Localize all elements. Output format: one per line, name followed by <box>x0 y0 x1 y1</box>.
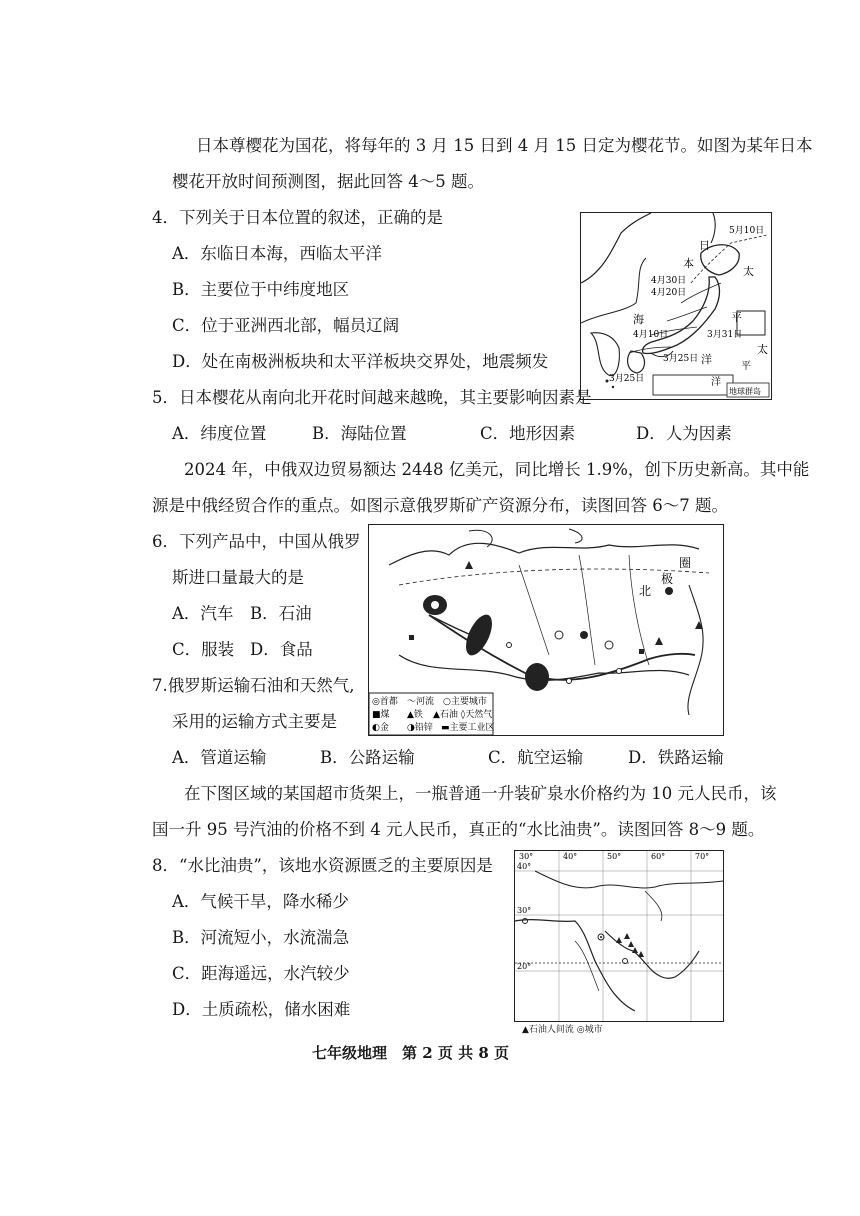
label-mar25: 3月25日 <box>663 354 699 364</box>
label-tai2: 太 <box>757 343 768 356</box>
intro2-line1: 2024 年，中俄双边贸易额达 2448 亿美元，同比增长 1.9%，创下历史新高。其中能 <box>184 460 810 479</box>
q8-option-b[interactable]: B．河流短小，水流湍急 <box>172 928 350 947</box>
legend-gold: ◐金 <box>372 723 389 733</box>
mideast-map <box>514 850 724 1022</box>
legend-oil-gas: ▲石油 ◊天然气 <box>433 710 493 720</box>
legend-coal: ■煤 <box>372 710 390 720</box>
legend-iron: ▲铁 <box>407 710 423 720</box>
lat-label-20: 20° <box>517 962 532 971</box>
legend-capital: ◎首都 <box>372 697 398 707</box>
q4-option-a[interactable]: A．东临日本海，西临太平洋 <box>172 244 382 263</box>
lon-label-50: 50° <box>607 852 622 861</box>
q7-option-d[interactable]: D．铁路运输 <box>628 748 724 767</box>
intro1-line1: 日本尊樱花为国花，将每年的 3 月 15 日到 4 月 15 日定为樱花节。如图为某年日本 <box>196 136 813 155</box>
q7-stem-line1: 7.俄罗斯运输石油和天然气, <box>152 676 355 695</box>
label-yang: 洋 <box>701 353 712 366</box>
legend-river: 〜河流 <box>407 697 435 707</box>
label-may10: 5月10日 <box>729 226 765 236</box>
q8-option-c[interactable]: C．距海遥远，水汽较少 <box>172 964 350 983</box>
label-ping2: 平 <box>741 361 751 372</box>
lon-label-40: 40° <box>563 852 578 861</box>
mideast-legend: ▲石油人间流 ◎城市 <box>522 1025 603 1035</box>
q6-option-c[interactable]: C．服装 <box>172 640 235 659</box>
q4-stem: 4．下列关于日本位置的叙述，正确的是 <box>152 208 443 227</box>
label-mar31: 3月31日 <box>707 330 743 340</box>
q5-stem: 5．日本樱花从南向北开花时间越来越晚，其主要影响因素是 <box>152 388 592 407</box>
q6-option-b[interactable]: B．石油 <box>250 604 312 623</box>
q8-option-a[interactable]: A．气候干旱，降水稀少 <box>172 892 349 911</box>
intro3-line2: 国一升 95 号汽油的价格不到 4 元人民币，真正的“水比油贵”。读图回答 8～9 题。 <box>152 820 765 839</box>
q6-stem-line2: 斯进口量最大的是 <box>172 568 304 587</box>
q4-option-b[interactable]: B．主要位于中纬度地区 <box>172 280 350 299</box>
intro3-line1: 在下图区域的某国超市货架上，一瓶普通一升装矿泉水价格约为 10 元人民币，该 <box>184 784 777 803</box>
q5-option-a[interactable]: A．纬度位置 <box>172 424 267 443</box>
q5-option-b[interactable]: B．海陆位置 <box>312 424 407 443</box>
label-apr30: 4月30日 <box>651 276 687 286</box>
q5-option-d[interactable]: D．人为因素 <box>636 424 732 443</box>
label-apr20: 4月20日 <box>651 288 687 298</box>
russia-mineral-map <box>368 524 724 736</box>
lat-label-40: 40° <box>517 862 532 871</box>
legend-city: ○主要城市 <box>443 697 487 707</box>
mideast-map-svg <box>515 851 723 1021</box>
russia-map-svg <box>369 525 723 735</box>
q8-option-d[interactable]: D．土质疏松，储水困难 <box>172 1000 351 1019</box>
lon-label-60: 60° <box>651 852 666 861</box>
page-footer: 七年级地理 第 2 页 共 8 页 <box>312 1044 509 1062</box>
lon-label-70: 70° <box>695 852 710 861</box>
q7-stem-line2: 采用的运输方式主要是 <box>172 712 337 731</box>
q4-option-d[interactable]: D．处在南极洲板块和太平洋板块交界处，地震频发 <box>172 352 549 371</box>
label-source: 地球群岛 <box>729 387 761 396</box>
q7-option-b[interactable]: B．公路运输 <box>320 748 415 767</box>
label-tai: 太 <box>743 265 754 278</box>
label-apr10: 4月10日 <box>633 330 669 340</box>
q4-option-c[interactable]: C．位于亚洲西北部，幅员辽阔 <box>172 316 400 335</box>
japan-map-svg <box>581 213 771 399</box>
label-ping: 平 <box>731 311 742 324</box>
lon-label-30: 30° <box>519 852 534 861</box>
label-ben: 本 <box>683 257 694 270</box>
label-ri: 日 <box>699 239 710 252</box>
label-hai: 海 <box>633 313 644 326</box>
label-arctic2: 极 <box>661 572 674 586</box>
legend-industry: ▬主要工业区 <box>441 723 495 733</box>
q7-option-a[interactable]: A．管道运输 <box>172 748 267 767</box>
q5-option-c[interactable]: C．地形因素 <box>480 424 576 443</box>
legend-lead-zinc: ◑铅锌 <box>407 723 433 733</box>
label-mar25b: 3月25日 <box>609 374 645 384</box>
japan-sakura-map <box>580 212 772 400</box>
intro1-line2: 樱花开放时间预测图，据此回答 4～5 题。 <box>172 172 484 191</box>
intro2-line2: 源是中俄经贸合作的重点。如图示意俄罗斯矿产资源分布，读图回答 6～7 题。 <box>152 496 728 515</box>
lat-label-30: 30° <box>517 906 532 915</box>
q8-stem: 8．“水比油贵”，该地水资源匮乏的主要原因是 <box>152 856 493 875</box>
label-yang2: 洋 <box>711 377 721 388</box>
q6-option-d[interactable]: D．食品 <box>250 640 313 659</box>
q7-option-c[interactable]: C．航空运输 <box>488 748 584 767</box>
q6-option-a[interactable]: A．汽车 <box>172 604 234 623</box>
label-circle: 圈 <box>679 556 692 570</box>
q6-stem-line1: 6．下列产品中，中国从俄罗 <box>152 532 361 551</box>
label-arctic: 北 <box>639 584 652 598</box>
